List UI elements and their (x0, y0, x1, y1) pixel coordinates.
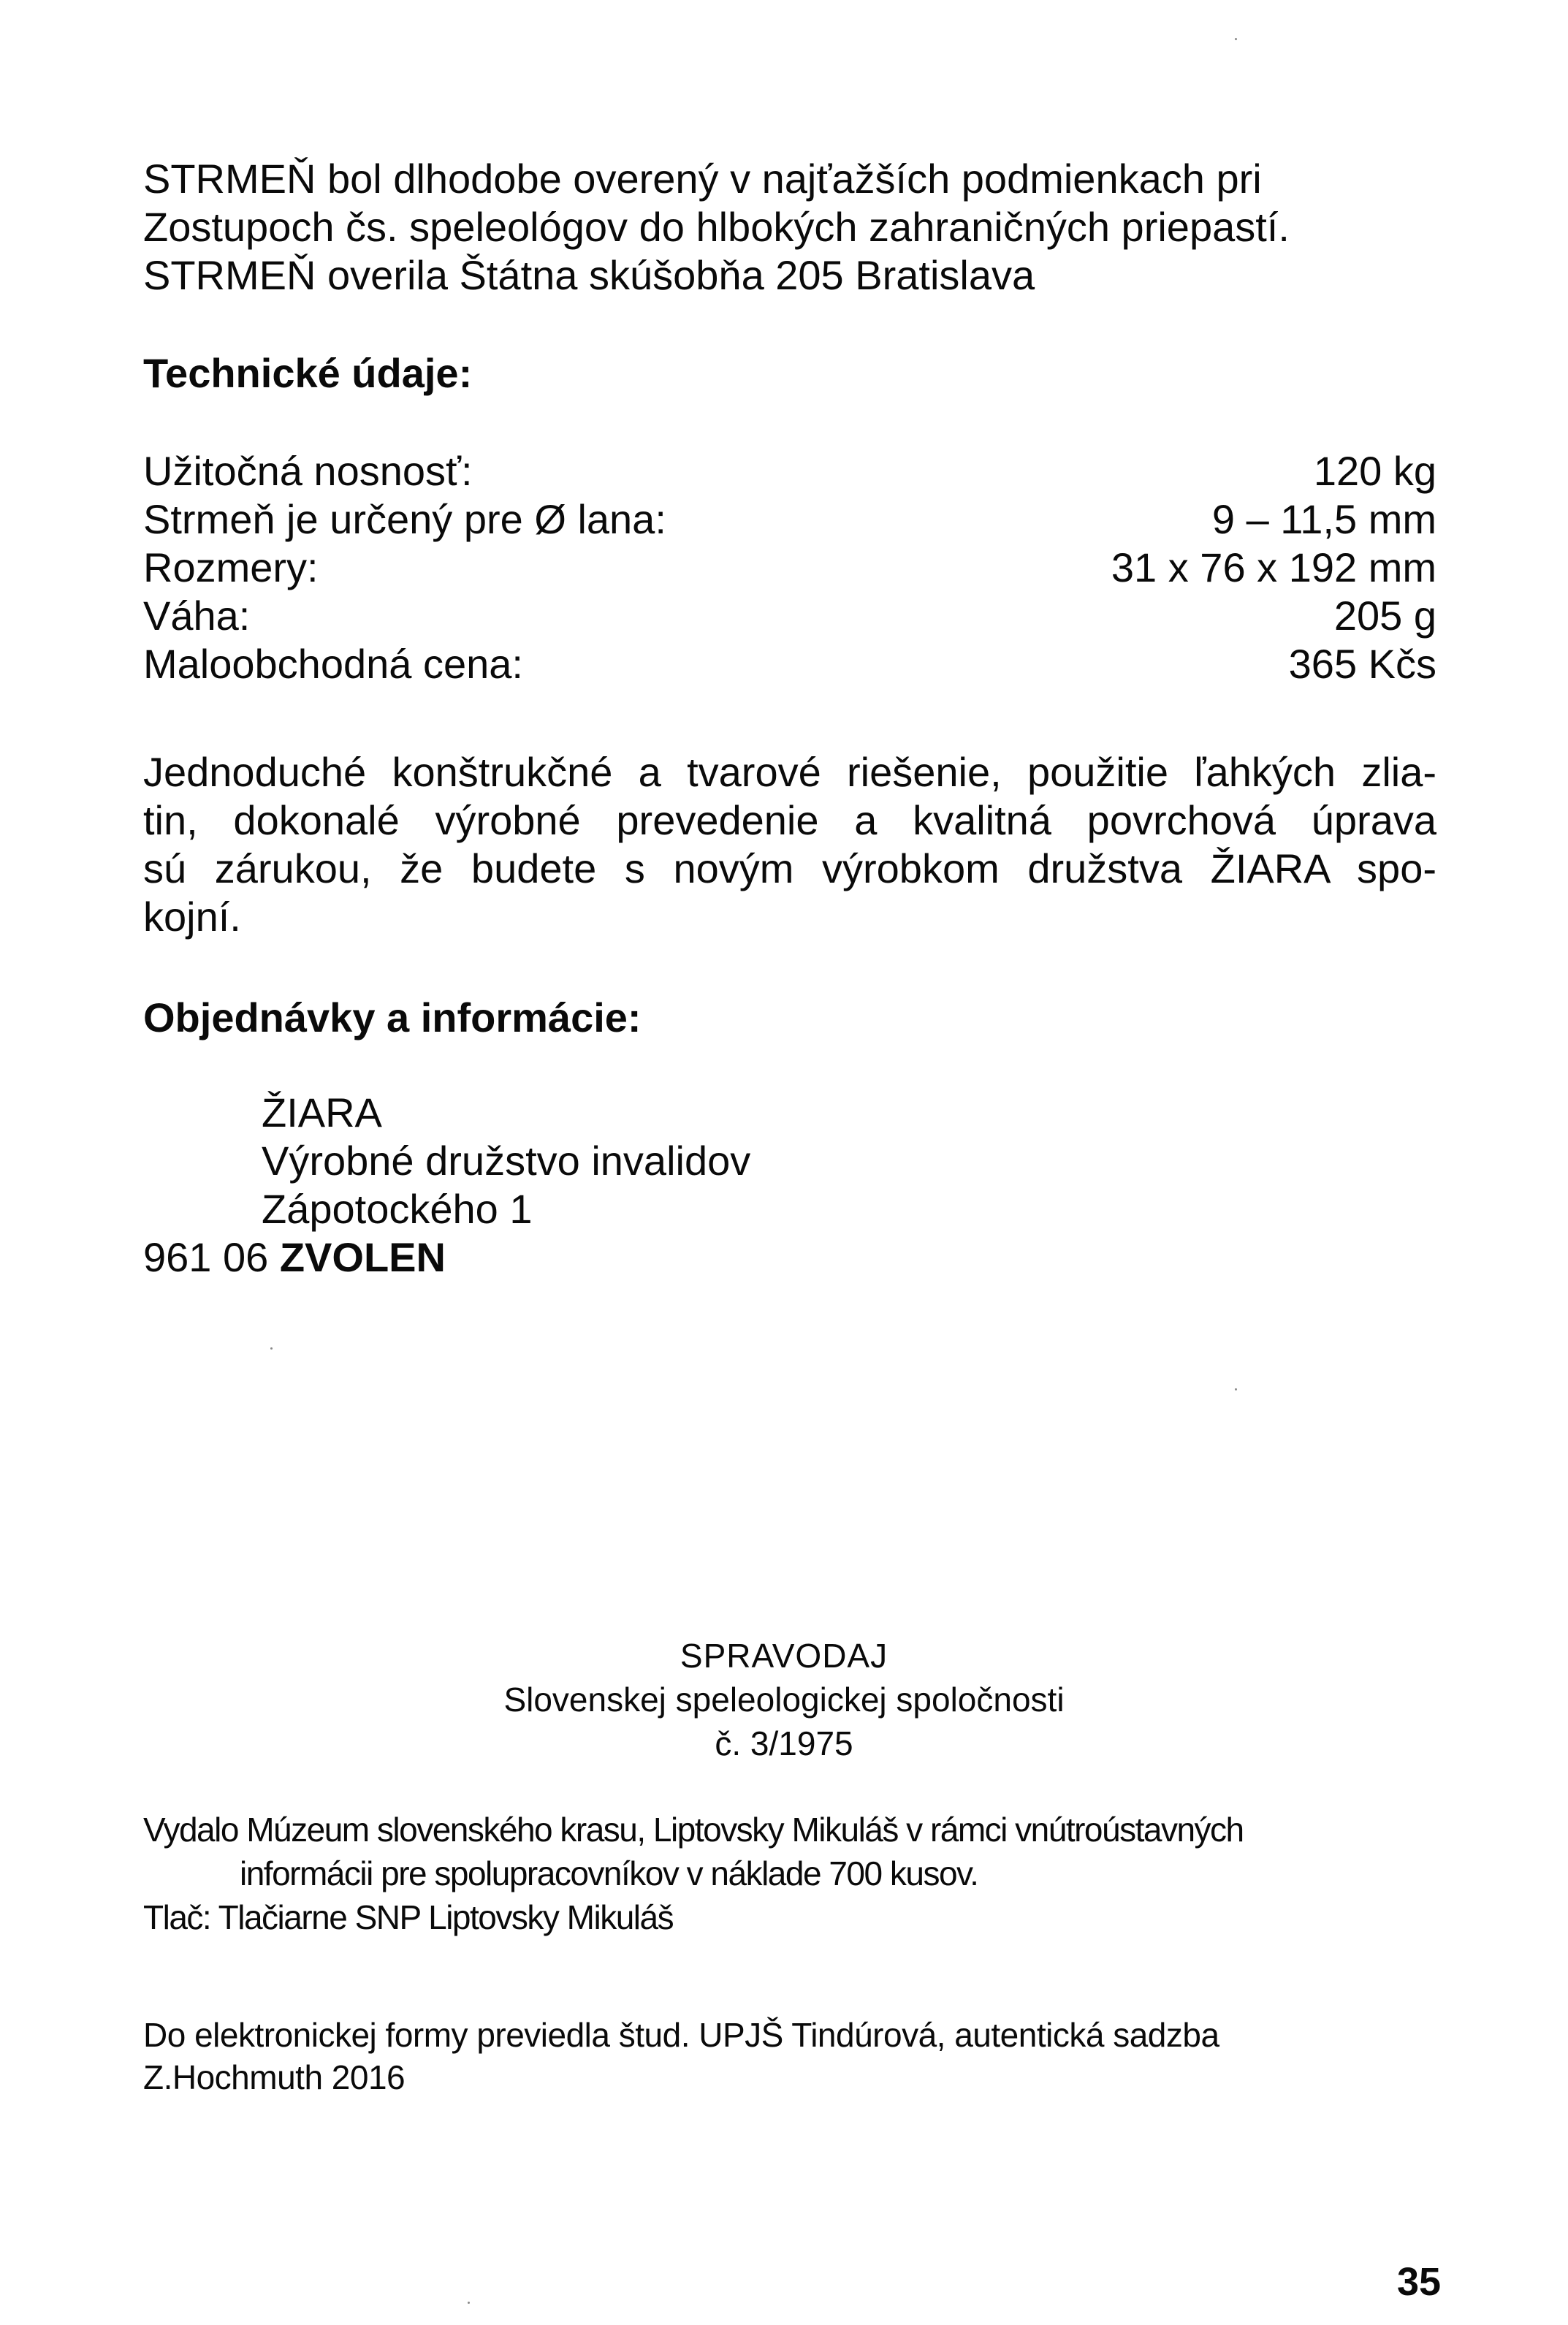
imprint-block (143, 1808, 1458, 1939)
technical-heading: Technické údaje: (143, 350, 473, 396)
imprint-publisher: Vydalo Múzeum slovenského krasu, Liptovsky Mikuláš v rámci vnútroústavných (143, 1811, 1244, 1849)
address-block (143, 1089, 750, 1282)
intro-line: STRMEŇ bol dlhodobe overený v najťažších podmienkach pri (143, 156, 1262, 202)
address-postal-line (143, 1233, 750, 1282)
spec-row (143, 544, 1436, 592)
digitization-credits (143, 2014, 1458, 2098)
spec-row (143, 640, 1436, 688)
spec-row (143, 495, 1436, 544)
publication-masthead (0, 1634, 1568, 1765)
publication-title: SPRAVODAJ (680, 1637, 888, 1675)
scan-speck (1235, 1388, 1237, 1390)
spec-label: Strmeň je určený pre Ø lana: (143, 496, 666, 542)
spec-table (143, 447, 1436, 688)
publication-issue: č. 3/1975 (715, 1724, 853, 1762)
spec-label: Váha: (143, 593, 251, 639)
description-line: kojní. (143, 894, 241, 940)
spec-label: Maloobchodná cena: (143, 641, 523, 687)
address-postcode: 961 06 (143, 1234, 269, 1280)
credits-line: Z.Hochmuth 2016 (143, 2058, 406, 2096)
imprint-printer: Tlač: Tlačiarne SNP Liptovsky Mikuláš (143, 1898, 674, 1936)
description-line: tin, dokonalé výrobné prevedenie a kvalitná povrchová úprava (143, 797, 1436, 843)
spec-label: Užitočná nosnosť: (143, 448, 473, 494)
scan-speck (1235, 38, 1237, 40)
address-organization: Výrobné družstvo invalidov (262, 1138, 751, 1184)
spec-value: 31 x 76 x 192 mm (1111, 544, 1436, 590)
spec-value: 205 g (1333, 593, 1436, 639)
description-paragraph (143, 748, 1436, 941)
description-line: Jednoduché konštrukčné a tvarové riešenie, použitie ľahkých zlia- (143, 749, 1436, 795)
description-line: sú zárukou, že budete s novým výrobkom družstva ŽIARA spo- (143, 845, 1436, 891)
intro-line: STRMEŇ overila Štátna skúšobňa 205 Bratislava (143, 252, 1035, 298)
address-city: ZVOLEN (279, 1234, 446, 1280)
scan-speck (468, 2302, 470, 2304)
scan-speck (270, 1347, 273, 1350)
intro-line: Zostupoch čs. speleológov do hlbokých zahraničných priepastí. (143, 204, 1290, 250)
spec-label: Rozmery: (143, 544, 319, 590)
publication-subtitle: Slovenskej speleologickej spoločnosti (503, 1681, 1065, 1719)
imprint-circulation: informácii pre spolupracovníkov v náklade 700 kusov. (240, 1854, 978, 1892)
spec-row (143, 592, 1436, 640)
orders-heading: Objednávky a informácie: (143, 994, 642, 1040)
credits-line: Do elektronickej formy previedla štud. UPJŠ Tindúrová, autentická sadzba (143, 2016, 1219, 2054)
spec-value: 120 kg (1313, 448, 1436, 494)
spec-value: 9 – 11,5 mm (1211, 496, 1436, 542)
address-street: Zápotockého 1 (262, 1186, 533, 1232)
spec-value: 365 Kčs (1288, 641, 1436, 687)
intro-paragraph (143, 155, 1429, 300)
page-number: 35 (1397, 2260, 1442, 2304)
address-company: ŽIARA (262, 1089, 382, 1135)
spec-row (143, 447, 1436, 495)
